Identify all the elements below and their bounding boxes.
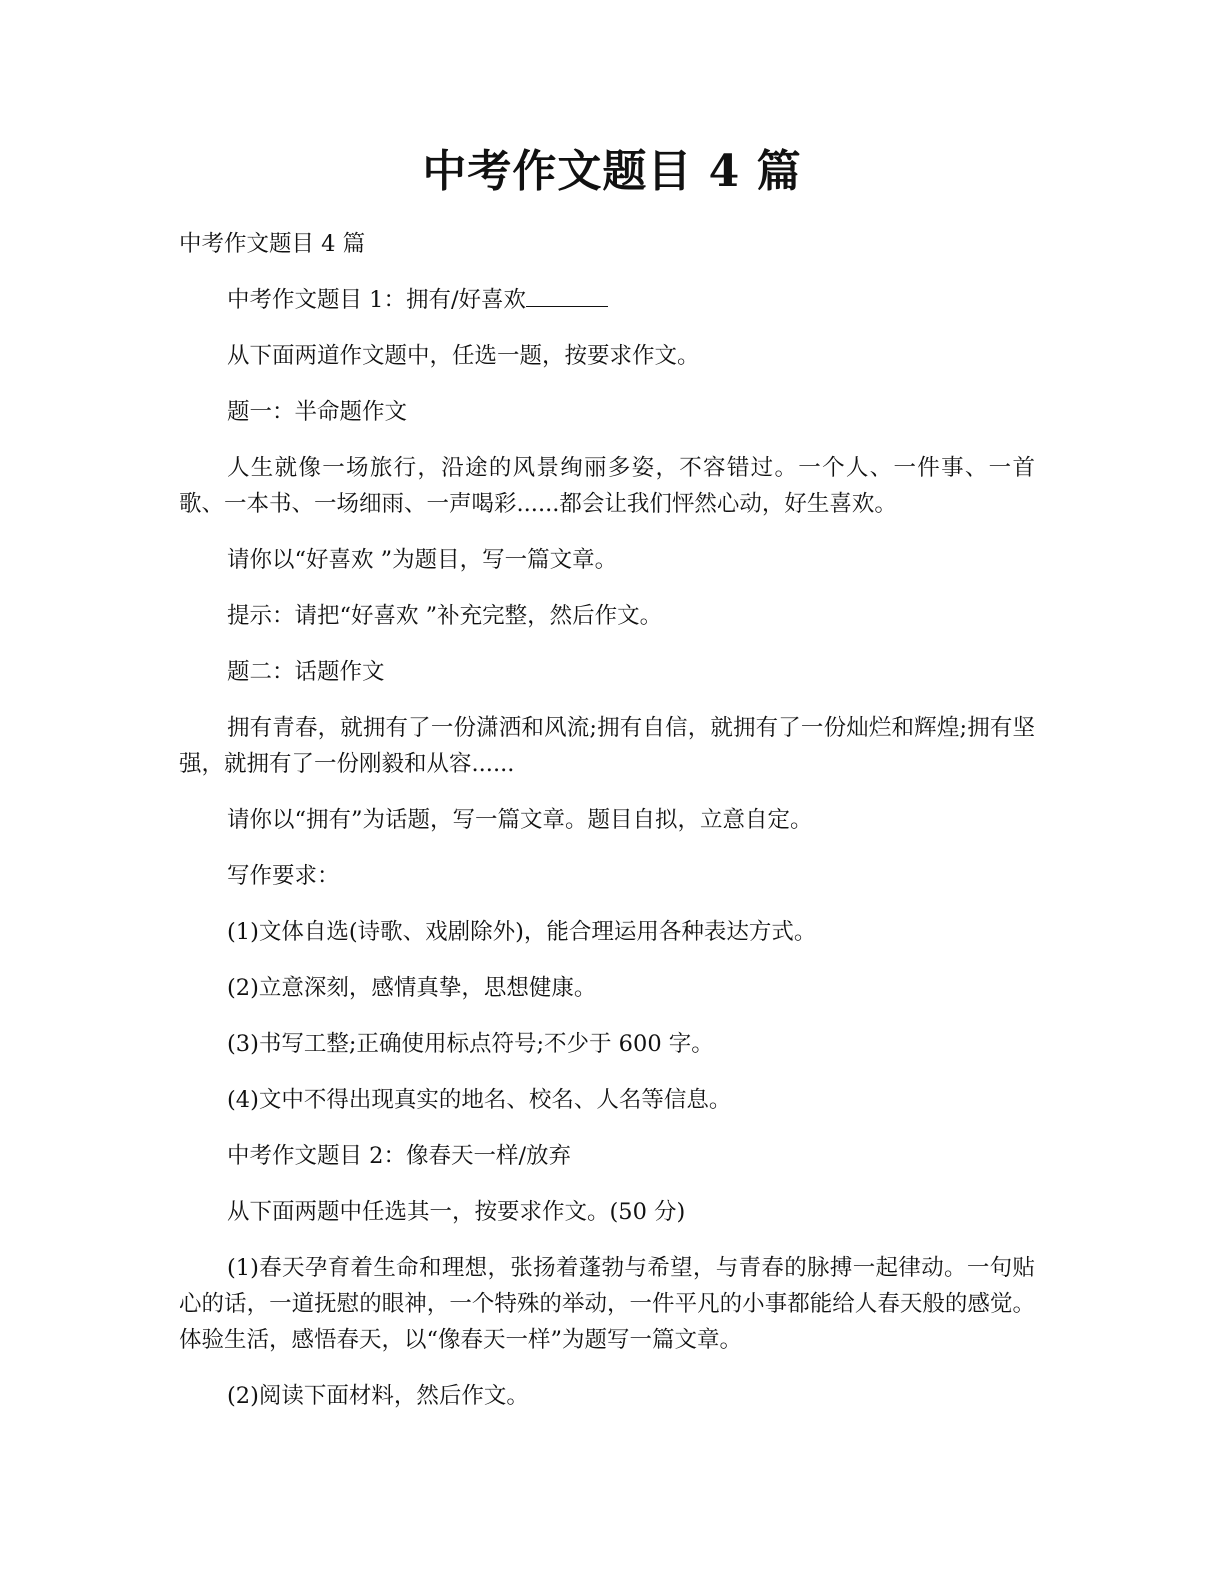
- document-body: [179, 226, 1035, 1434]
- requirement-item: (4)文中不得出现真实的地名、校名、人名等信息。: [227, 1087, 732, 1113]
- topic2-instruction: 从下面两题中任选其一，按要求作文。(50 分): [227, 1199, 686, 1225]
- requirement-item: (3)书写工整;正确使用标点符号;不少于 600 字。: [227, 1031, 714, 1057]
- prompt1-heading: 题一：半命题作文: [227, 399, 408, 425]
- prompt2-heading: 题二：话题作文: [227, 659, 385, 685]
- document-title: 中考作文题目 4 篇: [422, 146, 802, 197]
- topic1-heading: [179, 282, 1035, 318]
- topic2-option2: (2)阅读下面材料，然后作文。: [227, 1383, 529, 1409]
- topic1-instruction: 从下面两道作文题中，任选一题，按要求作文。: [227, 343, 700, 369]
- prompt2-material: 拥有青春，就拥有了一份潇洒和风流;拥有自信，就拥有了一份灿烂和辉煌;拥有坚强，就拥有了一份刚毅和从容......: [179, 715, 1035, 777]
- requirement-item: (1)文体自选(诗歌、戏剧除外)，能合理运用各种表达方式。: [227, 919, 817, 945]
- requirement-item: (2)立意深刻，感情真挚，思想健康。: [227, 975, 597, 1001]
- requirements-heading: 写作要求：: [227, 863, 340, 889]
- prompt1-hint: 提示：请把“好喜欢 ”补充完整，然后作文。: [227, 603, 663, 629]
- fill-in-blank-line: [526, 282, 608, 307]
- prompt2-task: 请你以“拥有”为话题，写一篇文章。题目自拟，立意自定。: [227, 807, 813, 833]
- prompt1-task: 请你以“好喜欢 ”为题目，写一篇文章。: [227, 547, 618, 573]
- topic2-option1: (1)春天孕育着生命和理想，张扬着蓬勃与希望，与青春的脉搏一起律动。一句贴心的话，一道抚慰的眼神，一个特殊的举动，一件平凡的小事都能给人春天般的感觉。体验生活，感悟春天，以“像春天一样”为题写一篇文章。: [179, 1255, 1035, 1353]
- subtitle-paragraph: 中考作文题目 4 篇: [179, 231, 366, 257]
- prompt1-material: 人生就像一场旅行，沿途的风景绚丽多姿，不容错过。一个人、一件事、一首歌、一本书、一场细雨、一声喝彩......都会让我们怦然心动，好生喜欢。: [179, 455, 1035, 517]
- topic2-heading: 中考作文题目 2：像春天一样/放弃: [227, 1143, 572, 1169]
- topic1-heading-text: 中考作文题目 1：拥有/好喜欢: [227, 287, 527, 313]
